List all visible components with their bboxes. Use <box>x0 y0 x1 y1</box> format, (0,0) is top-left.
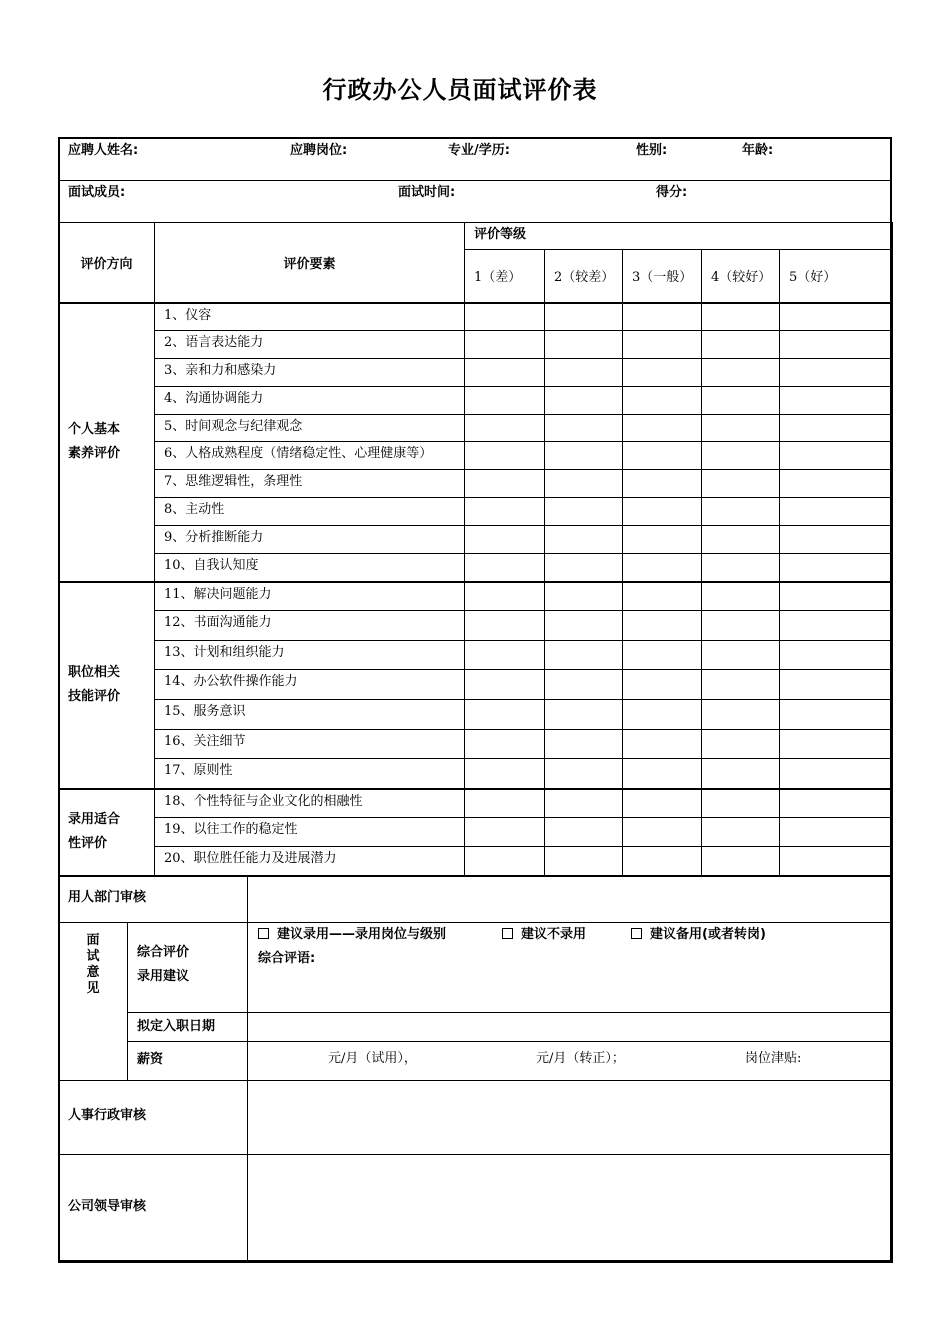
grade-1-score-cell[interactable] <box>465 470 545 498</box>
table-row <box>59 641 893 670</box>
grade-5-score-cell[interactable] <box>780 670 893 700</box>
table-row <box>59 359 893 387</box>
grade-2-score-cell[interactable] <box>545 387 623 415</box>
grade-label-5: 5（好） <box>789 270 837 286</box>
grade-5-score-cell[interactable] <box>780 847 893 876</box>
grade-2-score-cell[interactable] <box>545 730 623 759</box>
factor-item-label: 14、办公软件操作能力 <box>164 674 298 689</box>
grade-2-score-cell[interactable] <box>545 470 623 498</box>
score-label: 得分: <box>656 185 688 200</box>
grade-5-score-cell[interactable] <box>780 498 893 526</box>
hr-review-field[interactable] <box>248 1081 893 1155</box>
grade-header-2-cell <box>545 250 623 303</box>
grade-1-score-cell[interactable] <box>465 554 545 582</box>
leader-review-label: 公司领导审核 <box>68 1199 147 1214</box>
checkbox-icon[interactable] <box>258 928 269 939</box>
factor-cell <box>155 554 465 582</box>
factor-item-label: 7、思维逻辑性，条理性 <box>164 474 303 489</box>
grade-4-score-cell[interactable] <box>702 359 780 387</box>
grade-2-score-cell[interactable] <box>545 582 623 611</box>
dept-review-label-cell <box>59 877 248 923</box>
dept-review-label: 用人部门审核 <box>68 890 147 905</box>
table-row <box>59 700 893 730</box>
table-row <box>59 415 893 442</box>
option-recommend-hire[interactable] <box>258 923 446 942</box>
table-row <box>59 670 893 700</box>
factor-item-label: 11、解决问题能力 <box>164 586 272 602</box>
applicant-name-label: 应聘人姓名: <box>68 143 139 158</box>
grade-5-score-cell[interactable] <box>780 442 893 470</box>
grade-1-score-cell[interactable] <box>465 759 545 789</box>
table-row <box>59 442 893 470</box>
grade-1-score-cell[interactable] <box>465 498 545 526</box>
grade-2-score-cell[interactable] <box>545 526 623 554</box>
grade-4-score-cell[interactable] <box>702 415 780 442</box>
factor-cell <box>155 415 465 442</box>
direction-header: 评价方向 <box>80 256 133 272</box>
option-recommend-hire-label: 建议录用——录用岗位与级别 <box>277 927 447 942</box>
grade-2-score-cell[interactable] <box>545 611 623 641</box>
grade-4-score-cell[interactable] <box>702 303 780 331</box>
factor-header-cell <box>155 223 465 303</box>
factor-item-label: 15、服务意识 <box>164 704 246 719</box>
factor-item-label: 17、原则性 <box>164 763 233 778</box>
grade-3-score-cell[interactable] <box>623 611 702 641</box>
grade-2-score-cell[interactable] <box>545 818 623 847</box>
grade-label-2: 2（较差） <box>554 270 615 286</box>
table-row <box>59 582 893 611</box>
grade-2-score-cell[interactable] <box>545 554 623 582</box>
grade-2-score-cell[interactable] <box>545 498 623 526</box>
grade-header-5-cell <box>780 250 893 303</box>
grade-5-score-cell[interactable] <box>780 526 893 554</box>
group-1-cell <box>59 303 155 582</box>
grade-3-score-cell[interactable] <box>623 670 702 700</box>
table-row <box>59 526 893 554</box>
factor-cell <box>155 670 465 700</box>
interview-time-label: 面试时间: <box>398 185 456 200</box>
grade-1-score-cell[interactable] <box>465 670 545 700</box>
factor-item-label: 4、沟通协调能力 <box>164 391 264 406</box>
grade-2-score-cell[interactable] <box>545 415 623 442</box>
grade-3-score-cell[interactable] <box>623 359 702 387</box>
table-row <box>59 331 893 359</box>
grade-4-score-cell[interactable] <box>702 818 780 847</box>
grade-3-score-cell[interactable] <box>623 554 702 582</box>
start-date-field[interactable] <box>248 1013 893 1042</box>
grade-4-score-cell[interactable] <box>702 700 780 730</box>
grade-4-score-cell[interactable] <box>702 641 780 670</box>
factor-item-label: 13、计划和组织能力 <box>164 645 285 660</box>
grade-1-score-cell[interactable] <box>465 789 545 818</box>
grade-2-score-cell[interactable] <box>545 847 623 876</box>
checkbox-icon[interactable] <box>631 928 642 939</box>
grade-1-score-cell[interactable] <box>465 442 545 470</box>
option-not-hire[interactable] <box>502 923 586 942</box>
grade-3-score-cell[interactable] <box>623 730 702 759</box>
table-row <box>59 554 893 582</box>
factor-item-label: 18、个性特征与企业文化的相融性 <box>164 793 363 809</box>
factor-item-label: 20、职位胜任能力及进展潜力 <box>164 851 337 866</box>
grade-5-score-cell[interactable] <box>780 387 893 415</box>
grade-5-score-cell[interactable] <box>780 730 893 759</box>
overall-evaluation-label: 综合评价 录用建议 <box>137 945 190 984</box>
factor-item-label: 12、书面沟通能力 <box>164 615 272 630</box>
grade-1-score-cell[interactable] <box>465 818 545 847</box>
table-row <box>59 847 893 876</box>
grade-1-score-cell[interactable] <box>465 730 545 759</box>
final-review-table <box>58 1080 893 1263</box>
grade-1-score-cell[interactable] <box>465 331 545 359</box>
factor-cell <box>155 470 465 498</box>
factor-cell <box>155 611 465 641</box>
grade-5-score-cell[interactable] <box>780 641 893 670</box>
factor-item-label: 6、人格成熟程度（情绪稳定性、心理健康等） <box>164 446 433 461</box>
grade-1-score-cell[interactable] <box>465 641 545 670</box>
grade-header-3-cell <box>623 250 702 303</box>
grade-3-score-cell[interactable] <box>623 641 702 670</box>
grade-3-score-cell[interactable] <box>623 759 702 789</box>
interview-opinion-side-cell <box>59 923 128 1081</box>
group-2-label: 职位相关 技能评价 <box>68 665 121 704</box>
grade-5-score-cell[interactable] <box>780 818 893 847</box>
applied-position-label: 应聘岗位: <box>290 143 348 158</box>
factor-cell <box>155 759 465 789</box>
interview-opinion-table <box>58 922 893 1081</box>
grade-2-score-cell[interactable] <box>545 442 623 470</box>
factor-item-label: 19、以往工作的稳定性 <box>164 822 298 837</box>
grade-2-score-cell[interactable] <box>545 359 623 387</box>
gender-label: 性别: <box>636 143 668 158</box>
grade-2-score-cell[interactable] <box>545 670 623 700</box>
dept-review-field[interactable] <box>248 877 893 923</box>
leader-review-label-cell <box>59 1155 248 1263</box>
grade-5-score-cell[interactable] <box>780 303 893 331</box>
grade-5-score-cell[interactable] <box>780 759 893 789</box>
factor-item-label: 2、语言表达能力 <box>164 335 264 350</box>
factor-item-label: 16、关注细节 <box>164 734 246 749</box>
option-reserve-label: 建议备用(或者转岗) <box>650 927 766 942</box>
grade-3-score-cell[interactable] <box>623 818 702 847</box>
grade-4-score-cell[interactable] <box>702 759 780 789</box>
factor-item-label: 1、仪容 <box>164 307 212 323</box>
direction-header-cell <box>59 223 155 303</box>
factor-header: 评价要素 <box>283 256 336 272</box>
grade-5-score-cell[interactable] <box>780 415 893 442</box>
factor-cell <box>155 498 465 526</box>
hr-review-label-cell <box>59 1081 248 1155</box>
grade-3-score-cell[interactable] <box>623 789 702 818</box>
grade-5-score-cell[interactable] <box>780 611 893 641</box>
grade-3-score-cell[interactable] <box>623 700 702 730</box>
grade-2-score-cell[interactable] <box>545 700 623 730</box>
grade-2-score-cell[interactable] <box>545 303 623 331</box>
grade-5-score-cell[interactable] <box>780 789 893 818</box>
major-education-label: 专业/学历: <box>448 143 510 158</box>
factor-item-label: 9、分析推断能力 <box>164 530 264 545</box>
grade-header: 评价等级 <box>474 227 527 242</box>
table-row <box>59 818 893 847</box>
factor-item-label: 3、亲和力和感染力 <box>164 363 277 378</box>
grade-5-score-cell[interactable] <box>780 331 893 359</box>
grade-1-score-cell[interactable] <box>465 611 545 641</box>
page-title: 行政办公人员面试评价表 <box>322 76 598 104</box>
grade-label-3: 3（一般） <box>632 270 693 286</box>
table-row <box>59 387 893 415</box>
grade-1-score-cell[interactable] <box>465 359 545 387</box>
factor-cell <box>155 700 465 730</box>
table-row <box>59 789 893 818</box>
grade-4-score-cell[interactable] <box>702 789 780 818</box>
grade-5-score-cell[interactable] <box>780 470 893 498</box>
overall-evaluation-cell <box>248 923 893 1013</box>
evaluation-table <box>58 222 893 876</box>
table-row <box>59 470 893 498</box>
grade-2-score-cell[interactable] <box>545 641 623 670</box>
table-row <box>59 759 893 789</box>
grade-4-score-cell[interactable] <box>702 526 780 554</box>
salary-label: 薪资 <box>137 1052 164 1067</box>
grade-header-cell <box>465 223 893 250</box>
grade-4-score-cell[interactable] <box>702 670 780 700</box>
overall-comment-label: 综合评语: <box>258 951 316 966</box>
factor-item-label: 8、主动性 <box>164 502 225 517</box>
grade-3-score-cell[interactable] <box>623 847 702 876</box>
allowance-text: 岗位津贴: <box>745 1051 802 1066</box>
grade-4-score-cell[interactable] <box>702 387 780 415</box>
interviewers-label: 面试成员: <box>68 185 126 200</box>
grade-1-score-cell[interactable] <box>465 526 545 554</box>
factor-cell <box>155 526 465 554</box>
interview-opinion-side-label: 面 试 意 见 <box>86 933 100 996</box>
table-row <box>59 730 893 759</box>
grade-3-score-cell[interactable] <box>623 526 702 554</box>
grade-3-score-cell[interactable] <box>623 303 702 331</box>
factor-cell <box>155 387 465 415</box>
grade-5-score-cell[interactable] <box>780 359 893 387</box>
grade-3-score-cell[interactable] <box>623 415 702 442</box>
table-row <box>59 303 893 331</box>
factor-cell <box>155 818 465 847</box>
factor-item-label: 5、时间观念与纪律观念 <box>164 419 303 434</box>
grade-3-score-cell[interactable] <box>623 498 702 526</box>
grade-4-score-cell[interactable] <box>702 730 780 759</box>
grade-3-score-cell[interactable] <box>623 582 702 611</box>
factor-item-label: 10、自我认知度 <box>164 558 259 573</box>
grade-5-score-cell[interactable] <box>780 554 893 582</box>
leader-review-field[interactable] <box>248 1155 893 1263</box>
grade-3-score-cell[interactable] <box>623 387 702 415</box>
factor-cell <box>155 331 465 359</box>
group-2-cell <box>59 582 155 789</box>
grade-4-score-cell[interactable] <box>702 498 780 526</box>
grade-4-score-cell[interactable] <box>702 554 780 582</box>
factor-cell <box>155 582 465 611</box>
hr-review-label: 人事行政审核 <box>68 1108 147 1123</box>
grade-3-score-cell[interactable] <box>623 442 702 470</box>
grade-label-1: 1（差） <box>474 270 522 286</box>
factor-cell <box>155 442 465 470</box>
salary-field[interactable] <box>248 1042 893 1081</box>
salary-trial-text: 元/月（试用）， <box>328 1051 417 1066</box>
grade-1-score-cell[interactable] <box>465 700 545 730</box>
grade-4-score-cell[interactable] <box>702 611 780 641</box>
factor-cell <box>155 641 465 670</box>
group-3-cell <box>59 789 155 876</box>
start-date-label: 拟定入职日期 <box>137 1019 216 1034</box>
grade-1-score-cell[interactable] <box>465 387 545 415</box>
table-row <box>59 498 893 526</box>
factor-cell <box>155 789 465 818</box>
grade-2-score-cell[interactable] <box>545 789 623 818</box>
grade-3-score-cell[interactable] <box>623 331 702 359</box>
grade-1-score-cell[interactable] <box>465 303 545 331</box>
option-reserve[interactable] <box>631 923 766 942</box>
grade-header-1-cell <box>465 250 545 303</box>
grade-label-4: 4（较好） <box>711 270 772 286</box>
grade-header-4-cell <box>702 250 780 303</box>
overall-label-cell <box>128 923 248 1013</box>
group-1-label: 个人基本 素养评价 <box>68 422 121 461</box>
grade-2-score-cell[interactable] <box>545 759 623 789</box>
grade-5-score-cell[interactable] <box>780 700 893 730</box>
grade-4-score-cell[interactable] <box>702 442 780 470</box>
grade-5-score-cell[interactable] <box>780 582 893 611</box>
dept-review-table <box>58 876 893 923</box>
factor-cell <box>155 847 465 876</box>
grade-4-score-cell[interactable] <box>702 331 780 359</box>
grade-3-score-cell[interactable] <box>623 470 702 498</box>
grade-1-score-cell[interactable] <box>465 847 545 876</box>
grade-4-score-cell[interactable] <box>702 582 780 611</box>
factor-cell <box>155 303 465 331</box>
checkbox-icon[interactable] <box>502 928 513 939</box>
grade-2-score-cell[interactable] <box>545 331 623 359</box>
grade-4-score-cell[interactable] <box>702 470 780 498</box>
table-row <box>59 611 893 641</box>
factor-cell <box>155 359 465 387</box>
salary-regular-text: 元/月（转正）； <box>536 1051 625 1066</box>
grade-1-score-cell[interactable] <box>465 415 545 442</box>
grade-4-score-cell[interactable] <box>702 847 780 876</box>
grade-1-score-cell[interactable] <box>465 582 545 611</box>
group-3-label: 录用适合 性评价 <box>68 812 121 852</box>
salary-label-cell <box>128 1042 248 1081</box>
start-date-label-cell <box>128 1013 248 1042</box>
interview-info-row <box>59 181 892 223</box>
factor-cell <box>155 730 465 759</box>
age-label: 年龄: <box>742 143 774 158</box>
option-not-hire-label: 建议不录用 <box>521 927 587 942</box>
